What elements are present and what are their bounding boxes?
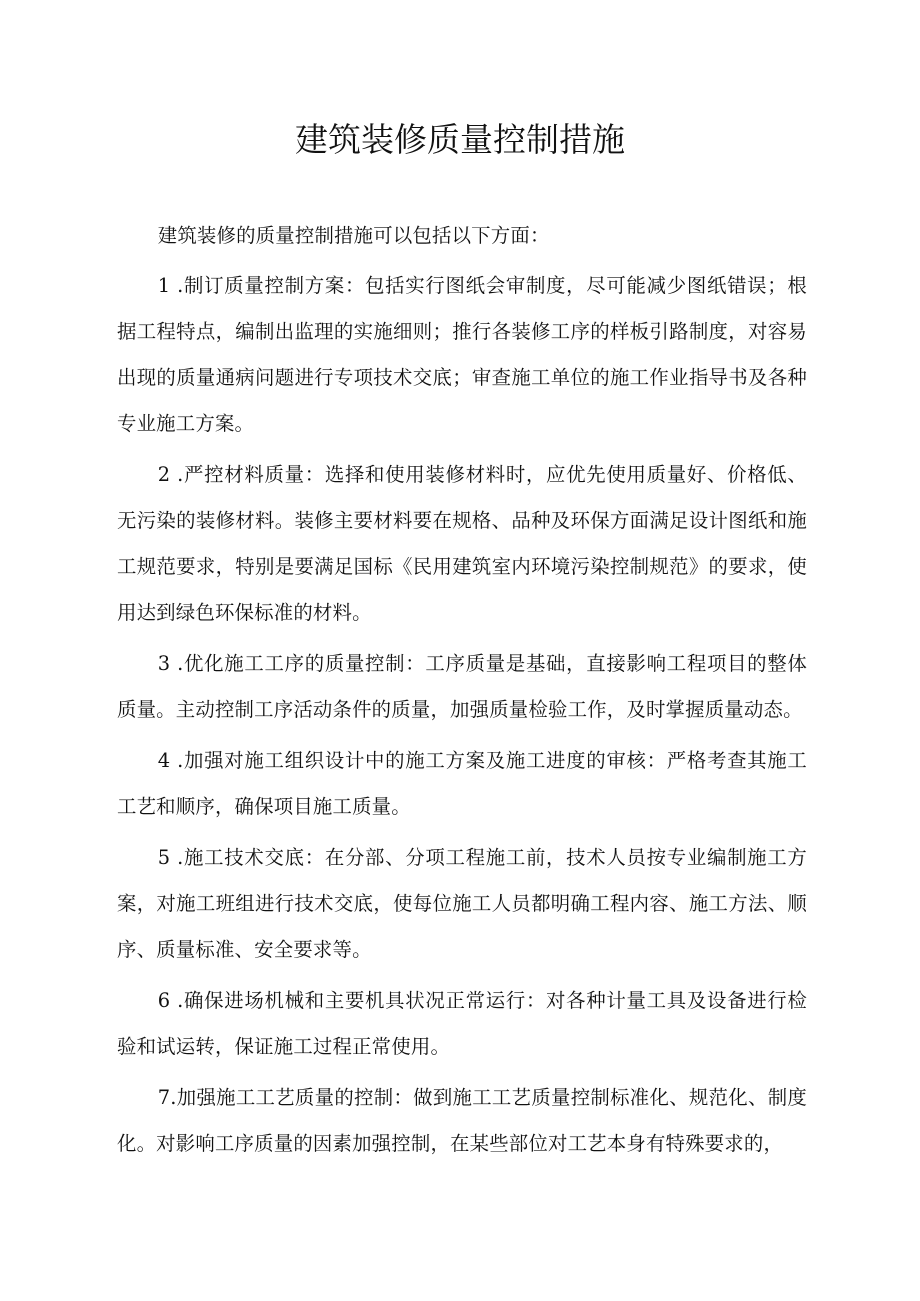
paragraph-3: 3 .优化施工工序的质量控制：工序质量是基础，直接影响工程项目的整体质量。主动控制工序活动条件的质量，加强质量检验工作，及时掌握质量动态。 bbox=[117, 652, 807, 721]
paragraph-5: 5 .施工技术交底：在分部、分项工程施工前，技术人员按专业编制施工方案，对施工班组进行技术交底，使每位施工人员都明确工程内容、施工方法、顺序、质量标准、安全要求等。 bbox=[117, 846, 807, 961]
document-body bbox=[117, 213, 807, 1172]
paragraph-1: 1 .制订质量控制方案：包括实行图纸会审制度，尽可能减少图纸错误；根据工程特点，编制出监理的实施细则；推行各装修工序的样板引路制度，对容易出现的质量通病问题进行专项技术交底；审查施工单位的施工作业指导书及各种专业施工方案。 bbox=[117, 274, 807, 435]
intro-paragraph: 建筑装修的质量控制措施可以包括以下方面： bbox=[157, 224, 550, 247]
document-title: 建筑装修质量控制措施 bbox=[295, 120, 625, 159]
paragraph-4: 4 .加强对施工组织设计中的施工方案及施工进度的审核：严格考查其施工工艺和顺序，确保项目施工质量。 bbox=[117, 749, 807, 818]
paragraph-2: 2 .严控材料质量：选择和使用装修材料时，应优先使用质量好、价格低、无污染的装修材料。装修主要材料要在规格、品种及环保方面满足设计图纸和施工规范要求，特别是要满足国标《民用建筑室内环境污染控制规范》的要求，使用达到绿色环保标准的材料。 bbox=[117, 463, 807, 624]
paragraph-6: 6 .确保进场机械和主要机具状况正常运行：对各种计量工具及设备进行检验和试运转，保证施工过程正常使用。 bbox=[117, 989, 807, 1058]
paragraph-7: 7.加强施工工艺质量的控制：做到施工工艺质量控制标准化、规范化、制度化。对影响工序质量的因素加强控制，在某些部位对工艺本身有特殊要求的， bbox=[117, 1086, 807, 1155]
